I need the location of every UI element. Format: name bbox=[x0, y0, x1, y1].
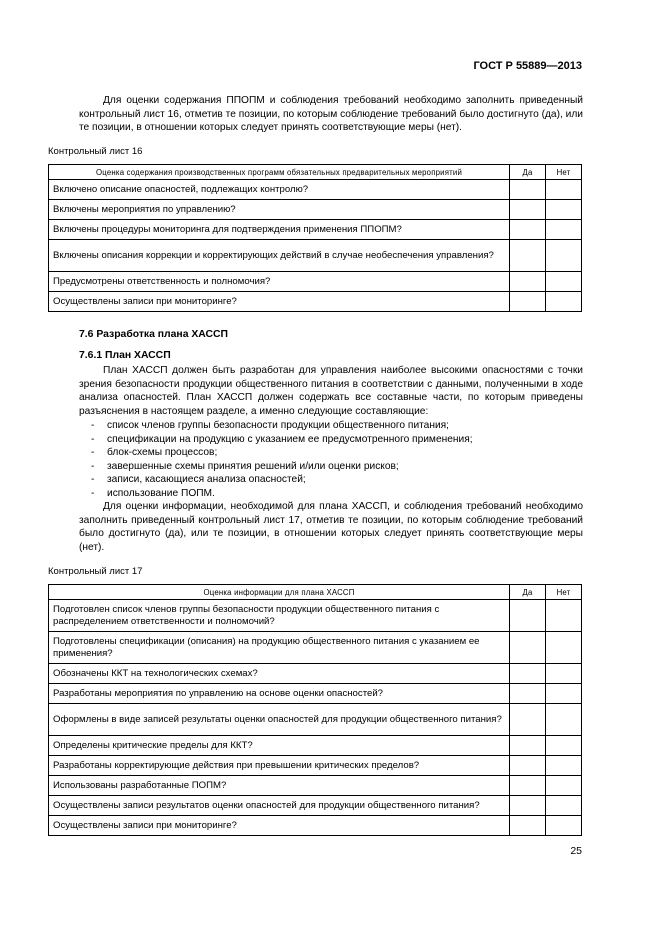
question-cell: Использованы разработанные ПОПМ? bbox=[49, 776, 510, 796]
yes-cell[interactable] bbox=[510, 292, 546, 312]
list-item: - список членов группы безопасности продукции общественного питания; bbox=[91, 419, 581, 433]
column-header: Оценка информации для плана ХАССП bbox=[49, 585, 510, 600]
yes-cell[interactable] bbox=[510, 684, 546, 704]
no-cell[interactable] bbox=[546, 816, 582, 836]
checklist-16-caption: Контрольный лист 16 bbox=[48, 146, 143, 157]
column-header-no: Нет bbox=[546, 585, 582, 600]
table-row bbox=[49, 600, 582, 632]
yes-cell[interactable] bbox=[510, 664, 546, 684]
intro-paragraph: Для оценки содержания ППОПМ и соблюдения требований необходимо заполнить приведенный контрольный лист 16, отметив те позиции, по которым соблюдение требований было достигнуто (да), или те позиции, в отношении которых следует принять соответствующие меры (нет). bbox=[79, 95, 583, 134]
yes-cell[interactable] bbox=[510, 220, 546, 240]
question-cell: Включены мероприятия по управлению? bbox=[49, 200, 510, 220]
yes-cell[interactable] bbox=[510, 704, 546, 736]
no-cell[interactable] bbox=[546, 736, 582, 756]
column-header-yes: Да bbox=[510, 165, 546, 180]
no-cell[interactable] bbox=[546, 664, 582, 684]
question-cell: Разработаны мероприятия по управлению на основе оценки опасностей? bbox=[49, 684, 510, 704]
no-cell[interactable] bbox=[546, 272, 582, 292]
question-cell: Обозначены ККТ на технологических схемах? bbox=[49, 664, 510, 684]
no-cell[interactable] bbox=[546, 180, 582, 200]
no-cell[interactable] bbox=[546, 776, 582, 796]
table-row bbox=[49, 240, 582, 272]
table-row bbox=[49, 816, 582, 836]
no-cell[interactable] bbox=[546, 220, 582, 240]
table-row bbox=[49, 220, 582, 240]
section-paragraph-2: Для оценки информации, необходимой для плана ХАССП, и соблюдения требований необходимо заполнить приведенный контрольный лист 17, отметив те позиции, по которым соблюдение требований было достигнуто (да), или те позиции, в отношении которых следует принять соответствующие меры (нет). bbox=[79, 501, 583, 553]
question-cell: Предусмотрены ответственность и полномочия? bbox=[49, 272, 510, 292]
no-cell[interactable] bbox=[546, 600, 582, 632]
table-row bbox=[49, 200, 582, 220]
question-cell: Включены описания коррекции и корректирующих действий в случае необеспечения управления? bbox=[49, 240, 510, 272]
table-header-row bbox=[49, 585, 582, 600]
question-cell: Подготовлен список членов группы безопасности продукции общественного питания с распределением ответственности и полномочий? bbox=[49, 600, 510, 632]
no-cell[interactable] bbox=[546, 756, 582, 776]
no-cell[interactable] bbox=[546, 704, 582, 736]
yes-cell[interactable] bbox=[510, 272, 546, 292]
yes-cell[interactable] bbox=[510, 756, 546, 776]
components-list bbox=[91, 419, 581, 501]
checklist-17-caption: Контрольный лист 17 bbox=[48, 566, 143, 577]
table-row bbox=[49, 796, 582, 816]
question-cell: Определены критические пределы для ККТ? bbox=[49, 736, 510, 756]
yes-cell[interactable] bbox=[510, 796, 546, 816]
page-number: 25 bbox=[570, 845, 582, 857]
checklist-17-table bbox=[48, 584, 582, 836]
table-row bbox=[49, 756, 582, 776]
yes-cell[interactable] bbox=[510, 180, 546, 200]
question-cell: Оформлены в виде записей результаты оценки опасностей для продукции общественного питания? bbox=[49, 704, 510, 736]
yes-cell[interactable] bbox=[510, 240, 546, 272]
column-header: Оценка содержания производственных программ обязательных предварительных мероприятий bbox=[49, 165, 510, 180]
no-cell[interactable] bbox=[546, 240, 582, 272]
subsection-title: 7.6.1 План ХАССП bbox=[79, 350, 171, 361]
question-cell: Включены процедуры мониторинга для подтверждения применения ППОПМ? bbox=[49, 220, 510, 240]
list-item: - использование ПОПМ. bbox=[91, 487, 581, 501]
question-cell: Осуществлены записи результатов оценки опасностей для продукции общественного питания? bbox=[49, 796, 510, 816]
no-cell[interactable] bbox=[546, 632, 582, 664]
list-item: - спецификации на продукцию с указанием ее предусмотренного применения; bbox=[91, 433, 581, 447]
yes-cell[interactable] bbox=[510, 200, 546, 220]
table-row bbox=[49, 292, 582, 312]
table-row bbox=[49, 272, 582, 292]
table-row bbox=[49, 180, 582, 200]
list-item: - блок-схемы процессов; bbox=[91, 446, 581, 460]
no-cell[interactable] bbox=[546, 292, 582, 312]
column-header-no: Нет bbox=[546, 165, 582, 180]
table-row bbox=[49, 664, 582, 684]
list-item: - записи, касающиеся анализа опасностей; bbox=[91, 473, 581, 487]
yes-cell[interactable] bbox=[510, 600, 546, 632]
table-row bbox=[49, 684, 582, 704]
yes-cell[interactable] bbox=[510, 816, 546, 836]
question-cell: Осуществлены записи при мониторинге? bbox=[49, 292, 510, 312]
table-row bbox=[49, 632, 582, 664]
question-cell: Подготовлены спецификации (описания) на продукцию общественного питания с указанием ее применения? bbox=[49, 632, 510, 664]
question-cell: Осуществлены записи при мониторинге? bbox=[49, 816, 510, 836]
table-row bbox=[49, 736, 582, 756]
yes-cell[interactable] bbox=[510, 736, 546, 756]
table-header-row bbox=[49, 165, 582, 180]
no-cell[interactable] bbox=[546, 796, 582, 816]
question-cell: Разработаны корректирующие действия при превышении критических пределов? bbox=[49, 756, 510, 776]
table-row bbox=[49, 776, 582, 796]
section-paragraph: План ХАССП должен быть разработан для управления наиболее высокими опасностями с точки зрения безопасности продукции общественного питания в соответствии с данными, полученными в ходе анализа опасностей. План ХАССП должен содержать все составные части, по которым приведены разъяснения в настоящем разделе, а именно следующие составляющие: bbox=[79, 365, 583, 417]
no-cell[interactable] bbox=[546, 684, 582, 704]
document-standard-number: ГОСТ Р 55889—2013 bbox=[473, 60, 582, 72]
list-item: - завершенные схемы принятия решений и/или оценки рисков; bbox=[91, 460, 581, 474]
yes-cell[interactable] bbox=[510, 776, 546, 796]
yes-cell[interactable] bbox=[510, 632, 546, 664]
no-cell[interactable] bbox=[546, 200, 582, 220]
question-cell: Включено описание опасностей, подлежащих контролю? bbox=[49, 180, 510, 200]
section-title: 7.6 Разработка плана ХАССП bbox=[79, 329, 229, 340]
column-header-yes: Да bbox=[510, 585, 546, 600]
checklist-16-table bbox=[48, 164, 582, 312]
table-row bbox=[49, 704, 582, 736]
